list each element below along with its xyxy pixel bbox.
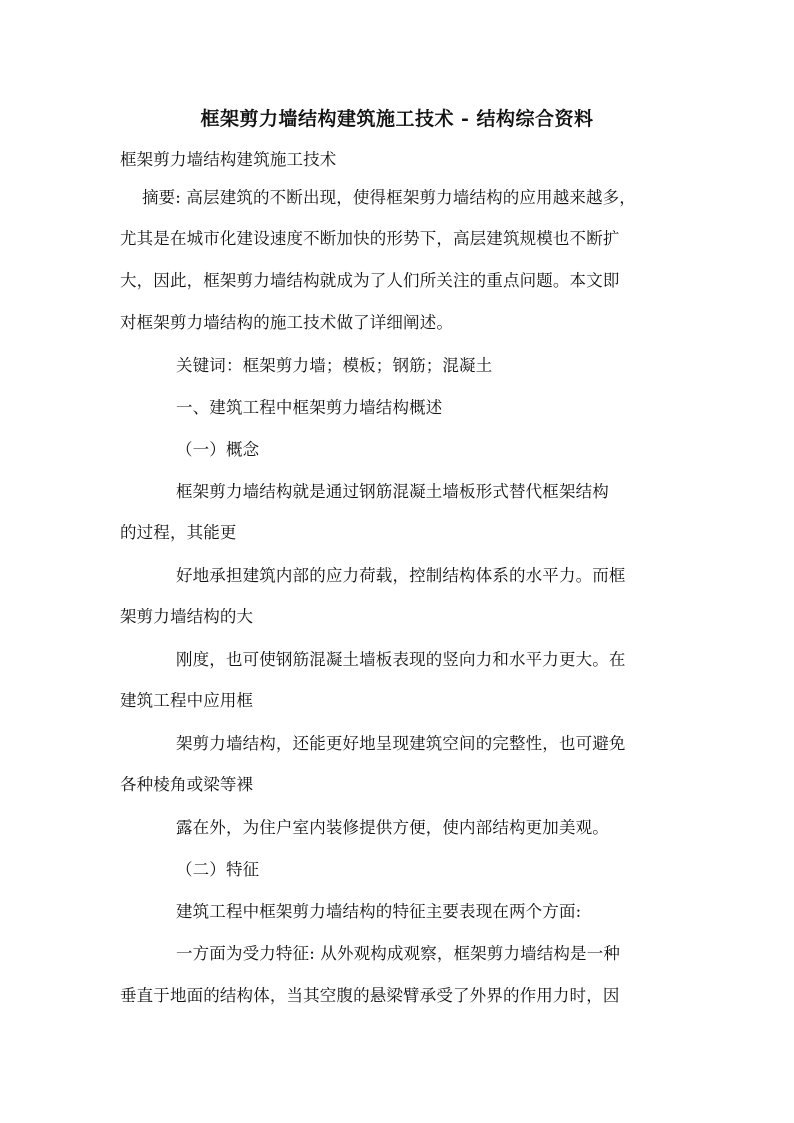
subsection-heading: （一）概念 [176, 440, 260, 459]
paragraph-line: 各种棱角或梁等裸 [120, 775, 254, 794]
paragraph-line: 好地承担建筑内部的应力荷载，控制结构体系的水平力。而框 [176, 566, 626, 585]
paragraph-line: 一方面为受力特征: 从外观构成观察，框架剪力墙结构是一种 [176, 944, 621, 963]
paragraph-line: 建筑工程中框架剪力墙结构的特征主要表现在两个方面: [176, 902, 582, 921]
abstract-line: 大，因此，框架剪力墙结构就成为了人们所关注的重点问题。本文即 [120, 271, 620, 290]
paragraph-line: 建筑工程中应用框 [120, 691, 254, 710]
abstract-line: 摘要: 高层建筑的不断出现，使得框架剪力墙结构的应用越来越多， [142, 188, 636, 207]
paragraph-line: 架剪力墙结构的大 [120, 607, 254, 626]
abstract-line: 尤其是在城市化建设速度不断加快的形势下，高层建筑规模也不断扩 [120, 229, 620, 248]
document-title: 框架剪力墙结构建筑施工技术 - 结构综合资料 [200, 108, 594, 130]
subsection-heading: （二）特征 [176, 860, 260, 879]
paragraph-line: 垂直于地面的结构体，当其空腹的悬梁臂承受了外界的作用力时，因 [120, 986, 620, 1005]
paragraph-line: 露在外，为住户室内装修提供方便，使内部结构更加美观。 [176, 818, 609, 837]
paragraph-line: 架剪力墙结构，还能更好地呈现建筑空间的完整性，也可避免 [176, 734, 626, 753]
abstract-line: 对框架剪力墙结构的施工技术做了详细阐述。 [120, 313, 453, 332]
keywords-line: 关键词：框架剪力墙；模板；钢筋；混凝土 [176, 356, 493, 375]
paragraph-line: 的过程，其能更 [120, 523, 237, 542]
section-heading: 框架剪力墙结构建筑施工技术 [120, 150, 337, 169]
section-heading: 一、建筑工程中框架剪力墙结构概述 [176, 398, 443, 417]
paragraph-line: 框架剪力墙结构就是通过钢筋混凝土墙板形式替代框架结构 [176, 482, 609, 501]
paragraph-line: 刚度，也可使钢筋混凝土墙板表现的竖向力和水平力更大。在 [176, 650, 626, 669]
